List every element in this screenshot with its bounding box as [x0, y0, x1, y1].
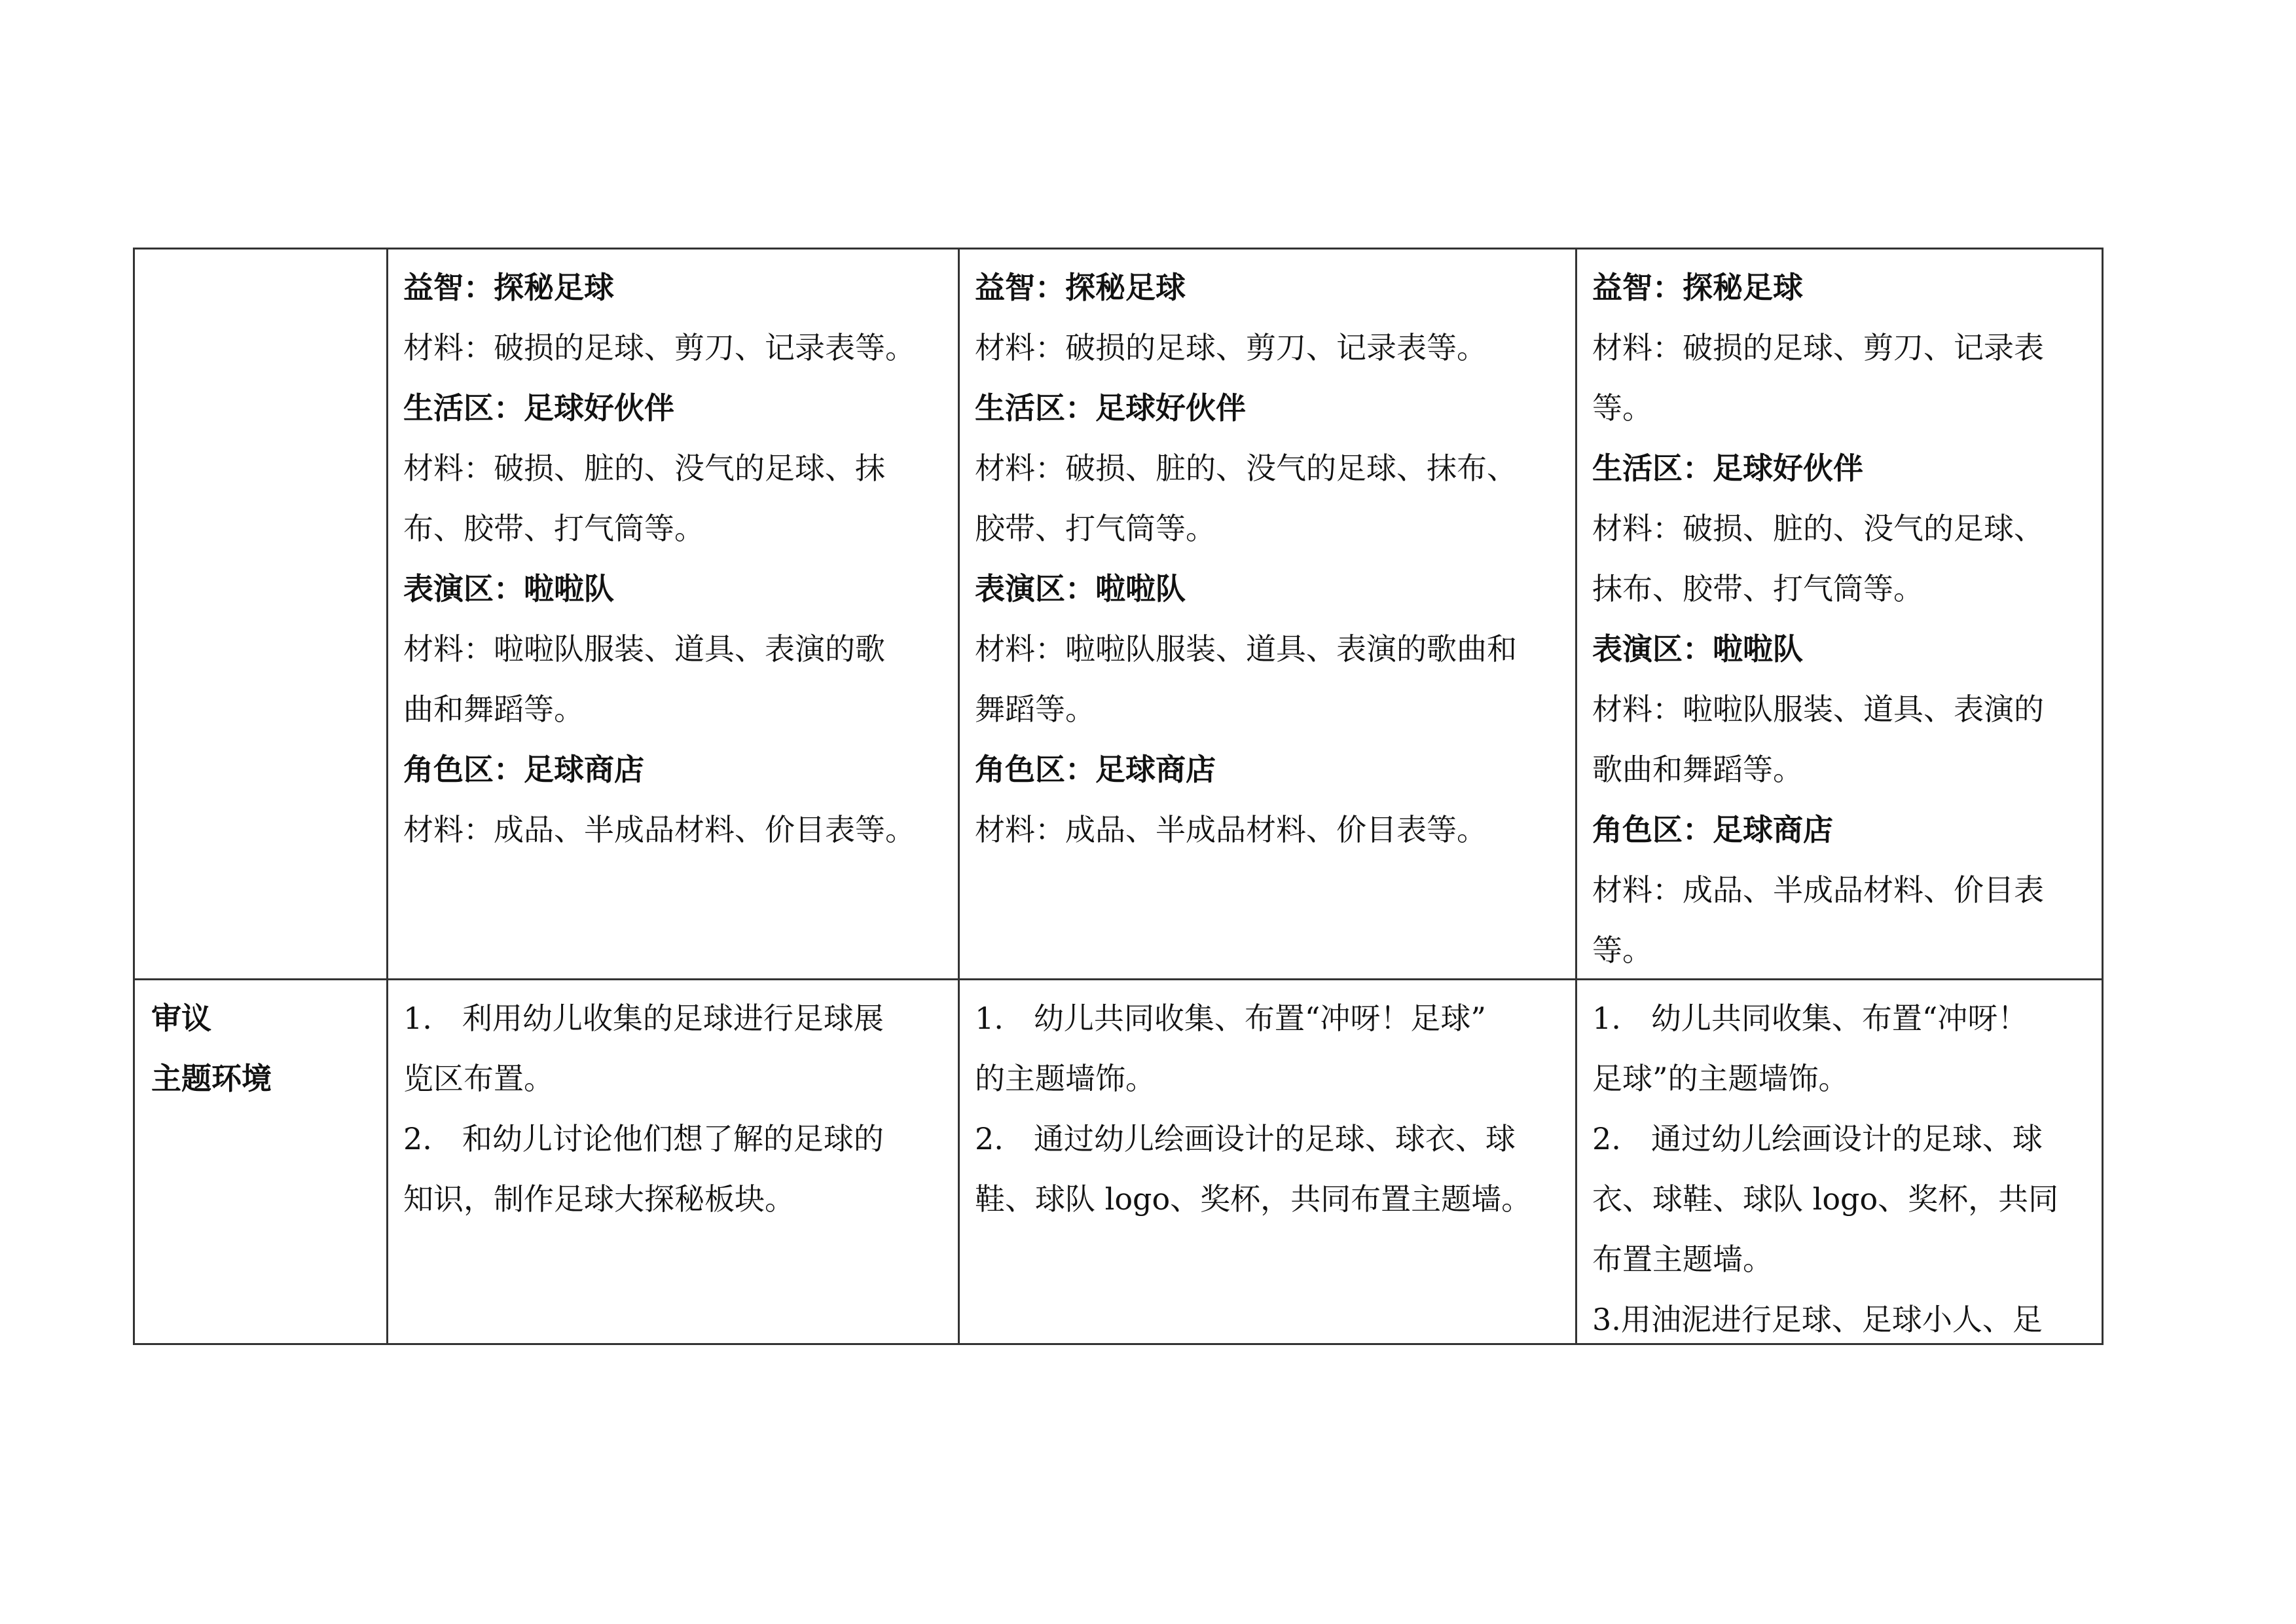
cell-text-line: 鞋、球队 logo、奖杯，共同布置主题墙。: [975, 1181, 1532, 1217]
cell-text-line: 材料：破损的足球、剪刀、记录表等。: [975, 330, 1487, 365]
cell-text-line: 材料：破损、脏的、没气的足球、抹布、: [975, 451, 1517, 486]
row1-col2-cell: [975, 249, 1574, 978]
cell-text-line: 材料：破损、脏的、没气的足球、抹: [403, 451, 885, 486]
cell-text-line: 舞蹈等。: [975, 692, 1095, 727]
cell-text-line: 审议: [151, 1001, 211, 1036]
cell-text-line: 2. 通过幼儿绘画设计的足球、球: [1592, 1121, 2043, 1156]
cell-text-line: 1. 利用幼儿收集的足球进行足球展: [403, 1001, 884, 1036]
cell-text-line: 表演区：啦啦队: [1592, 631, 1803, 667]
cell-text-line: 1. 幼儿共同收集、布置“冲呀！: [1592, 1001, 2028, 1036]
cell-text-line: 布置主题墙。: [1592, 1242, 1773, 1277]
cell-text-line: 材料：破损的足球、剪刀、记录表: [1592, 330, 2044, 365]
cell-text-line: 生活区：足球好伙伴: [1592, 451, 1863, 486]
cell-text-line: 1. 幼儿共同收集、布置“冲呀！足球”: [975, 1001, 1486, 1036]
cell-text-line: 主题环境: [151, 1061, 272, 1096]
cell-text-line: 足球”的主题墙饰。: [1592, 1061, 1849, 1096]
cell-text-line: 等。: [1592, 932, 1652, 968]
cell-text-line: 益智：探秘足球: [975, 270, 1186, 305]
table-border-bottom: [133, 1343, 2104, 1345]
cell-text-line: 角色区：足球商店: [975, 752, 1216, 787]
cell-text-line: 材料：破损的足球、剪刀、记录表等。: [403, 330, 915, 365]
row2-col1-cell: [403, 980, 957, 1342]
cell-text-line: 角色区：足球商店: [1592, 812, 1833, 847]
cell-text-line: 生活区：足球好伙伴: [403, 390, 674, 426]
table-col-divider-2: [958, 248, 960, 1345]
row1-label-cell: [151, 249, 384, 978]
cell-text-line: 角色区：足球商店: [403, 752, 644, 787]
cell-text-line: 的主题墙饰。: [975, 1061, 1156, 1096]
cell-text-line: 览区布置。: [403, 1061, 554, 1096]
cell-text-line: 胶带、打气筒等。: [975, 511, 1216, 546]
row2-col2-cell: [975, 980, 1574, 1342]
cell-text-line: 材料：成品、半成品材料、价目表等。: [975, 812, 1487, 847]
cell-text-line: 材料：成品、半成品材料、价目表: [1592, 872, 2044, 908]
cell-text-line: 材料：成品、半成品材料、价目表等。: [403, 812, 915, 847]
table-col-divider-3: [1575, 248, 1577, 1345]
cell-text-line: 衣、球鞋、球队 logo、奖杯，共同: [1592, 1181, 2059, 1217]
cell-text-line: 知识，制作足球大探秘板块。: [403, 1181, 795, 1217]
cell-text-line: 材料：破损、脏的、没气的足球、: [1592, 511, 2044, 546]
cell-text-line: 3.用油泥进行足球、足球小人、足: [1592, 1302, 2043, 1337]
table-border-left: [133, 248, 135, 1345]
cell-text-line: 材料：啦啦队服装、道具、表演的歌: [403, 631, 885, 667]
row1-col3-cell: [1592, 249, 2100, 978]
cell-text-line: 等。: [1592, 390, 1652, 426]
cell-text-line: 益智：探秘足球: [1592, 270, 1803, 305]
cell-text-line: 布、胶带、打气筒等。: [403, 511, 704, 546]
cell-text-line: 益智：探秘足球: [403, 270, 614, 305]
table-col-divider-1: [386, 248, 388, 1345]
row2-label-cell: [151, 980, 384, 1342]
cell-text-line: 曲和舞蹈等。: [403, 692, 584, 727]
cell-text-line: 2. 和幼儿讨论他们想了解的足球的: [403, 1121, 884, 1156]
cell-text-line: 歌曲和舞蹈等。: [1592, 752, 1803, 787]
cell-text-line: 表演区：啦啦队: [403, 571, 614, 606]
cell-text-line: 抹布、胶带、打气筒等。: [1592, 571, 1923, 606]
cell-text-line: 生活区：足球好伙伴: [975, 390, 1246, 426]
cell-text-line: 表演区：啦啦队: [975, 571, 1186, 606]
table-border-right: [2102, 248, 2104, 1345]
row1-col1-cell: [403, 249, 957, 978]
cell-text-line: 2. 通过幼儿绘画设计的足球、球衣、球: [975, 1121, 1516, 1156]
cell-text-line: 材料：啦啦队服装、道具、表演的歌曲和: [975, 631, 1517, 667]
planning-table: [133, 248, 2104, 1345]
row2-col3-cell: [1592, 980, 2100, 1342]
cell-text-line: 材料：啦啦队服装、道具、表演的: [1592, 692, 2044, 727]
